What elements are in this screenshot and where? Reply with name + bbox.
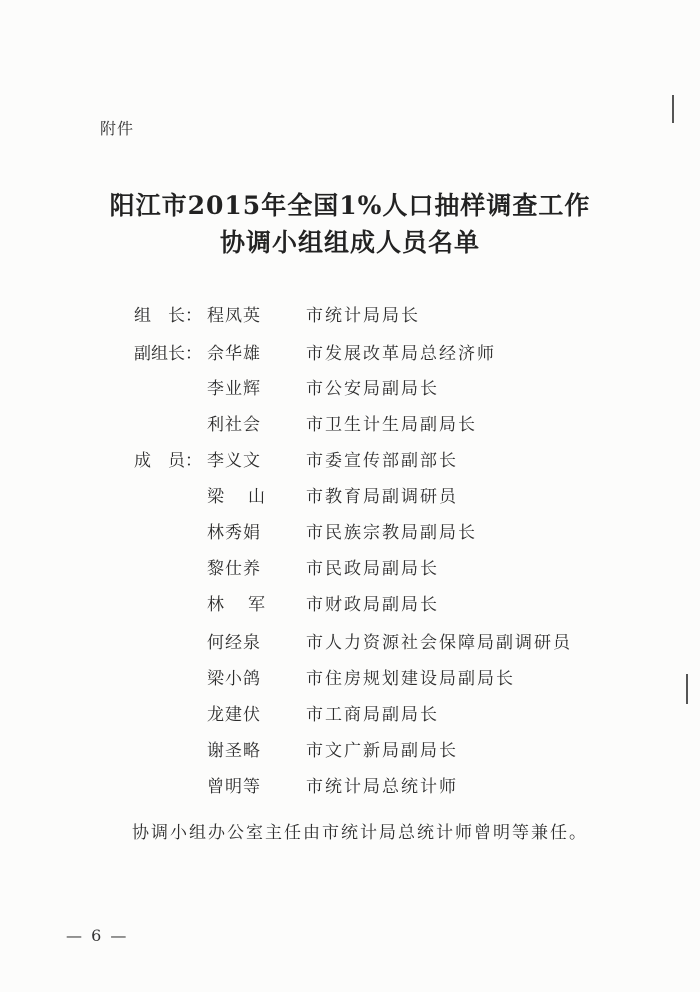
member-role: 成 员： xyxy=(134,451,202,471)
member-name: 李义文 xyxy=(207,451,261,471)
member-name: 曾明等 xyxy=(207,777,261,797)
member-row xyxy=(0,590,700,620)
member-row xyxy=(0,700,700,730)
member-name: 利社会 xyxy=(207,415,261,435)
member-row xyxy=(0,446,700,476)
member-name: 佘华雄 xyxy=(207,344,261,364)
member-row xyxy=(0,374,700,404)
member-position: 市民族宗教局副局长 xyxy=(306,523,477,543)
member-name: 龙建伏 xyxy=(207,705,261,725)
scan-edge-mark xyxy=(672,95,674,123)
document-title-line-1: 阳江市2015年全国1%人口抽样调查工作 xyxy=(109,191,591,220)
member-role: 组 长： xyxy=(134,306,202,326)
member-position: 市公安局副局长 xyxy=(306,379,439,399)
attachment-label: 附件 xyxy=(100,119,135,138)
member-row xyxy=(0,301,700,331)
page-number: — 6 — xyxy=(66,926,129,945)
member-position: 市文广新局副局长 xyxy=(306,741,458,761)
member-name: 谢圣略 xyxy=(207,741,261,761)
member-position: 市委宣传部副部长 xyxy=(306,451,458,471)
member-name: 林秀娟 xyxy=(207,523,261,543)
member-name: 程凤英 xyxy=(207,306,261,326)
member-position: 市人力资源社会保障局副调研员 xyxy=(306,633,572,653)
member-name: 梁山 xyxy=(207,487,289,507)
member-row xyxy=(0,736,700,766)
member-row xyxy=(0,554,700,584)
office-director-note: 协调小组办公室主任由市统计局总统计师曾明等兼任。 xyxy=(132,823,588,843)
member-position: 市卫生计生局副局长 xyxy=(306,415,477,435)
member-position: 市民政局副局长 xyxy=(306,559,439,579)
member-row xyxy=(0,518,700,548)
member-position: 市财政局副局长 xyxy=(306,595,439,615)
document-title-line-2: 协调小组组成人员名单 xyxy=(219,228,480,257)
member-position: 市发展改革局总经济师 xyxy=(306,344,496,364)
member-position: 市统计局局长 xyxy=(306,306,420,326)
member-name: 林军 xyxy=(207,595,289,615)
member-row xyxy=(0,339,700,369)
member-position: 市住房规划建设局副局长 xyxy=(306,669,515,689)
member-row xyxy=(0,772,700,802)
member-row xyxy=(0,664,700,694)
member-position: 市统计局总统计师 xyxy=(306,777,458,797)
member-name: 李业辉 xyxy=(207,379,261,399)
member-position: 市工商局副局长 xyxy=(306,705,439,725)
member-row xyxy=(0,628,700,658)
member-position: 市教育局副调研员 xyxy=(306,487,458,507)
member-name: 何经泉 xyxy=(207,633,261,653)
member-row xyxy=(0,482,700,512)
member-name: 梁小鸽 xyxy=(207,669,261,689)
member-role: 副组长： xyxy=(134,344,202,364)
member-row xyxy=(0,410,700,440)
member-name: 黎仕养 xyxy=(207,559,261,579)
